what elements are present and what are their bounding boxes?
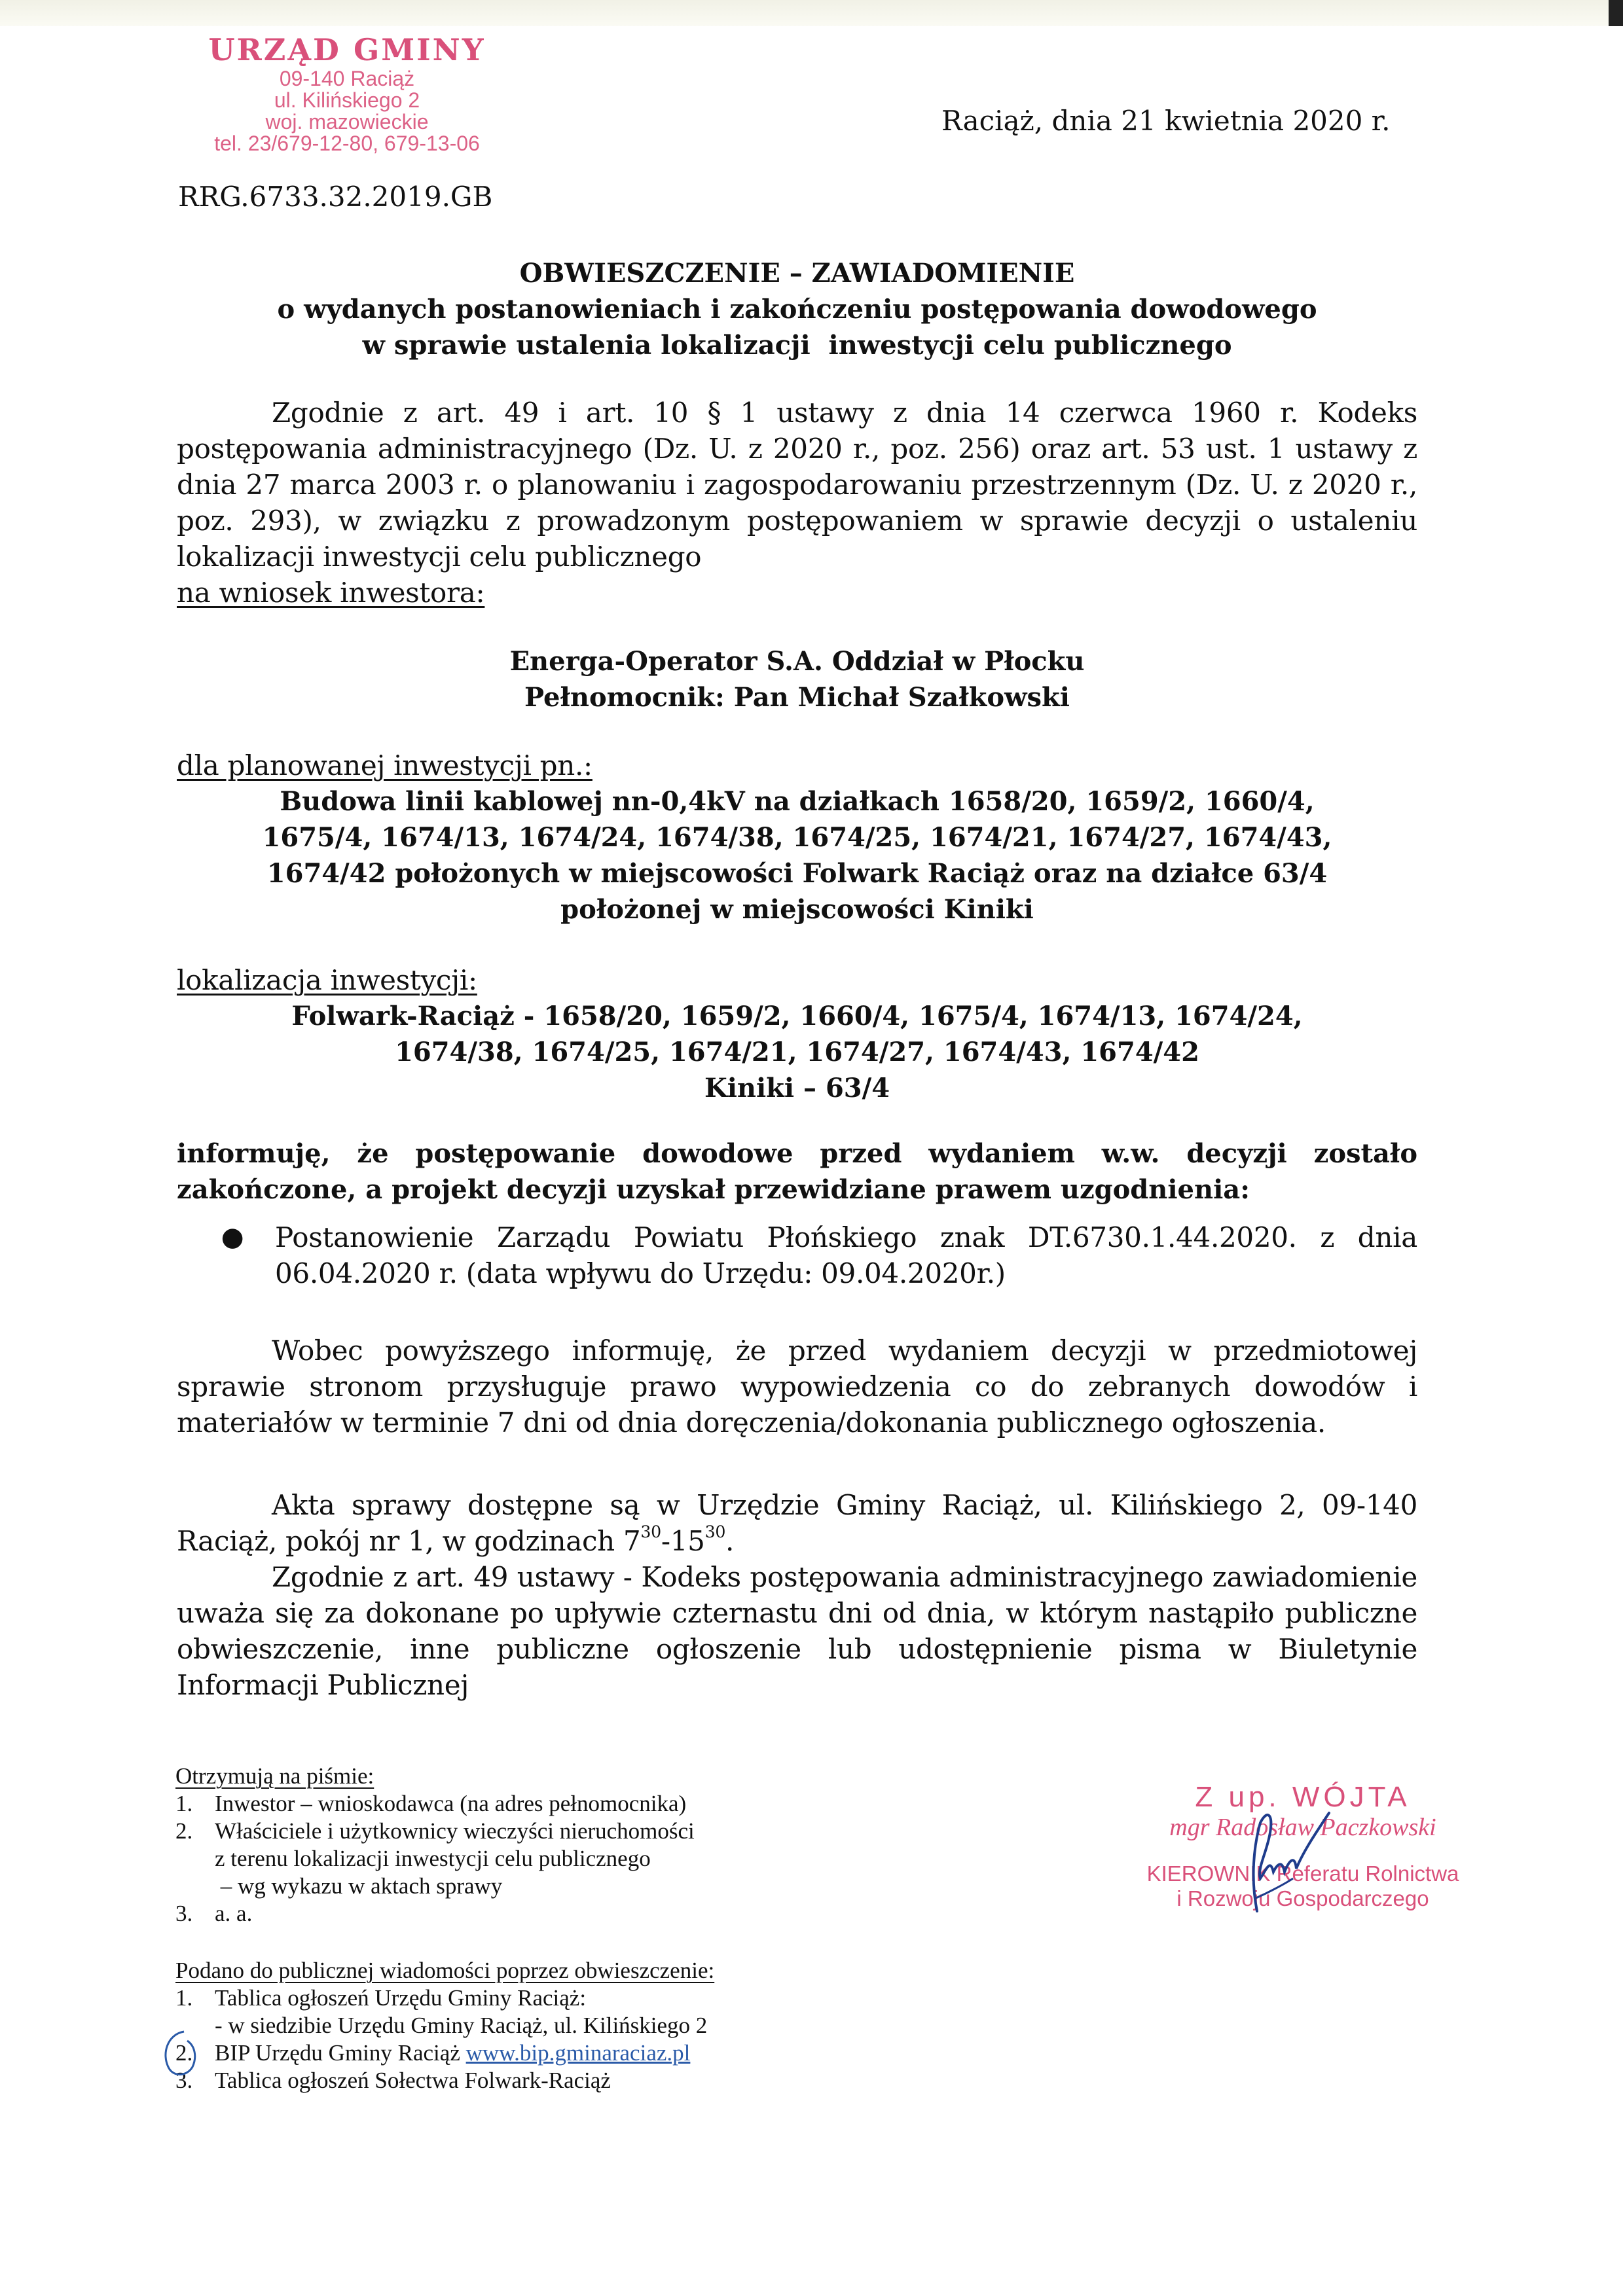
signature-line-4: i Rozwoju Gospodarczego [1176,1886,1429,1910]
bullet-dot-icon: ● [221,1222,244,1252]
recipient-number: 1. [175,1791,193,1816]
paragraph-files-text: Akta sprawy dostępne są w Urzędzie Gminy Raciąż, ul. Kilińskiego 2, 09-140 Raciąż, pokój nr 1, w godzinach [177,1489,1417,1557]
scan-corner-shadow [1609,0,1623,26]
publication-list [175,1984,896,2094]
publication-text-group [215,1984,707,2039]
stamp-line: woj. mazowieckie [265,110,429,134]
office-stamp [190,31,504,154]
recipients-block [175,1763,830,1928]
publication-item [175,1984,896,2039]
intro-paragraph [177,395,1417,575]
publication-number: 2. [175,2040,193,2066]
recipient-number: 2. [175,1818,193,1844]
scan-top-band [0,0,1623,26]
investment-label: dla planowanej inwestycji pn.: [177,749,593,781]
paragraph-rights [177,1333,1417,1441]
info-text: informuję, że postępowanie dowodowe przed wydaniem w.w. decyzji zostało zakończone, a projekt decyzji uzyskał przewidziane prawem uzgodnienia: [177,1138,1417,1205]
applicant-proxy: Pełnomocnik: Pan Michał Szałkowski [524,682,1070,713]
applicant-block [177,643,1417,715]
applicant-name: Energa-Operator S.A. Oddział w Płocku [509,646,1085,677]
stamp-line: tel. 23/679-12-80, 679-13-06 [214,132,480,155]
investment-line: 1675/4, 1674/13, 1674/24, 1674/38, 1674/25, 1674/21, 1674/27, 1674/43, [262,822,1332,853]
publication-number: 3. [175,2068,193,2093]
publication-text: BIP Urzędu Gminy Raciąż [215,2040,466,2066]
publication-item [175,2039,896,2067]
title-line-2: o wydanych postanowieniach i zakończeniu postępowania dowodowego [277,294,1317,325]
recipient-text: – wg wykazu w aktach sprawy [215,1873,503,1899]
hours-from: 7 [623,1525,641,1557]
paragraph-rights-text: Wobec powyższego informuję, że przed wydaniem decyzji w przedmiotowej sprawie stronom przysługuje prawo wypowiedzenia co do zebranych dowodów i materiałów w terminie 7 dni od dnia doręczenia/dokonania publicznego ogłoszenia. [177,1335,1417,1439]
hours-from-minutes: 30 [640,1522,661,1541]
investment-line: położonej w miejscowości Kiniki [560,894,1034,925]
bullet-list [190,1219,1417,1291]
stamp-title: URZĄD GMINY [208,32,486,67]
hours-dash: - [661,1525,670,1557]
signature-line-1: Z up. WÓJTA [1195,1781,1411,1813]
intro-text: Zgodnie z art. 49 i art. 10 § 1 ustawy z dnia 14 czerwca 1960 r. Kodeks postępowania administracyjnego (Dz. U. z 2020 r., poz. 256) oraz art. 53 ust. 1 ustawy z dnia 27 marca 2003 r. o planowaniu i zagospodarowaniu przestrzennym (Dz. U. z 2020 r., poz. 293), w związku z prowadzonym postępowaniem w sprawie decyzji o ustaleniu lokalizacji inwestycji celu publicznego [177,397,1417,573]
bip-link[interactable]: www.bip.gminaraciaz.pl [465,2040,691,2066]
recipients-list [175,1790,830,1928]
hours-to-minutes: 30 [704,1522,726,1541]
recipient-text: a. a. [215,1901,253,1926]
recipient-text: Właściciele i użytkownicy wieczyści nieruchomości [215,1818,695,1844]
info-statement [177,1136,1417,1208]
hours-end: . [725,1525,735,1557]
publication-item [175,2067,896,2094]
publication-subtext: - w siedzibie Urzędu Gminy Raciąż, ul. Kilińskiego 2 [215,2013,708,2038]
title-line-3: w sprawie ustalenia lokalizacji inwestycji celu publicznego [362,330,1232,361]
paragraph-files [177,1487,1417,1559]
paragraph-notice-text: Zgodnie z art. 49 ustawy - Kodeks postępowania administracyjnego zawiadomienie uważa się za dokonane po upływie czternastu dni od dnia, w którym nastąpiło publiczne obwieszczenie, inne publiczne ogłoszenie lub udostępnienie pisma w Biuletynie Informacji Publicznej [177,1561,1417,1701]
location-line: Folwark-Raciąż - 1658/20, 1659/2, 1660/4, 1675/4, 1674/13, 1674/24, [291,1001,1303,1031]
recipient-item [175,1790,830,1818]
recipients-label: Otrzymują na piśmie: [175,1763,374,1789]
location-line: 1674/38, 1674/25, 1674/21, 1674/27, 1674/43, 1674/42 [395,1037,1199,1067]
location-label: lokalizacja inwestycji: [177,964,477,996]
recipient-text: z terenu lokalizacji inwestycji celu publicznego [215,1846,651,1871]
hours-to: 15 [670,1525,705,1557]
stamp-line: 09-140 Raciąż [279,67,415,90]
title-line-1: OBWIESZCZENIE – ZAWIADOMIENIE [519,258,1075,289]
place-date: Raciąż, dnia 21 kwietnia 2020 r. [941,105,1391,137]
stamp-line: ul. Kilińskiego 2 [274,88,420,112]
reference-number: RRG.6733.32.2019.GB [178,181,493,213]
signature-line-3: KIEROWNIK Referatu Rolnictwa [1146,1861,1459,1886]
recipient-text: Inwestor – wnioskodawca (na adres pełnomocnika) [215,1791,687,1816]
hand-drawn-circle-icon [161,2028,207,2080]
bullet-item: Postanowienie Zarządu Powiatu Płońskiego znak DT.6730.1.44.2020. z dnia 06.04.2020 r. (data wpływu do Urzędu: 09.04.2020r.) [275,1221,1417,1289]
publication-number: 1. [175,1985,193,2011]
recipient-item [175,1900,830,1928]
recipient-text-group [215,1818,695,1900]
handwritten-signature-icon [1231,1806,1336,1918]
publication-text: Tablica ogłoszeń Urzędu Gminy Raciąż: [215,1985,587,2011]
applicant-label: na wniosek inwestora: [177,577,485,609]
location-line: Kiniki – 63/4 [704,1073,890,1103]
recipient-item [175,1818,830,1900]
publication-label: Podano do publicznej wiadomości poprzez obwieszczenie: [175,1958,715,1983]
recipient-number: 3. [175,1901,193,1926]
signature-line-2: mgr Radosław Paczkowski [1169,1814,1436,1841]
paragraph-notice [177,1559,1417,1703]
investment-line: 1674/42 położonych w miejscowości Folwark Raciąż oraz na działce 63/4 [266,858,1328,889]
location-description [177,998,1417,1106]
document-title [177,255,1417,363]
investment-description [177,783,1417,927]
publication-block [175,1957,896,2094]
publication-text: Tablica ogłoszeń Sołectwa Folwark-Raciąż [215,2068,611,2093]
investment-line: Budowa linii kablowej nn-0,4kV na działkach 1658/20, 1659/2, 1660/4, [280,786,1315,817]
